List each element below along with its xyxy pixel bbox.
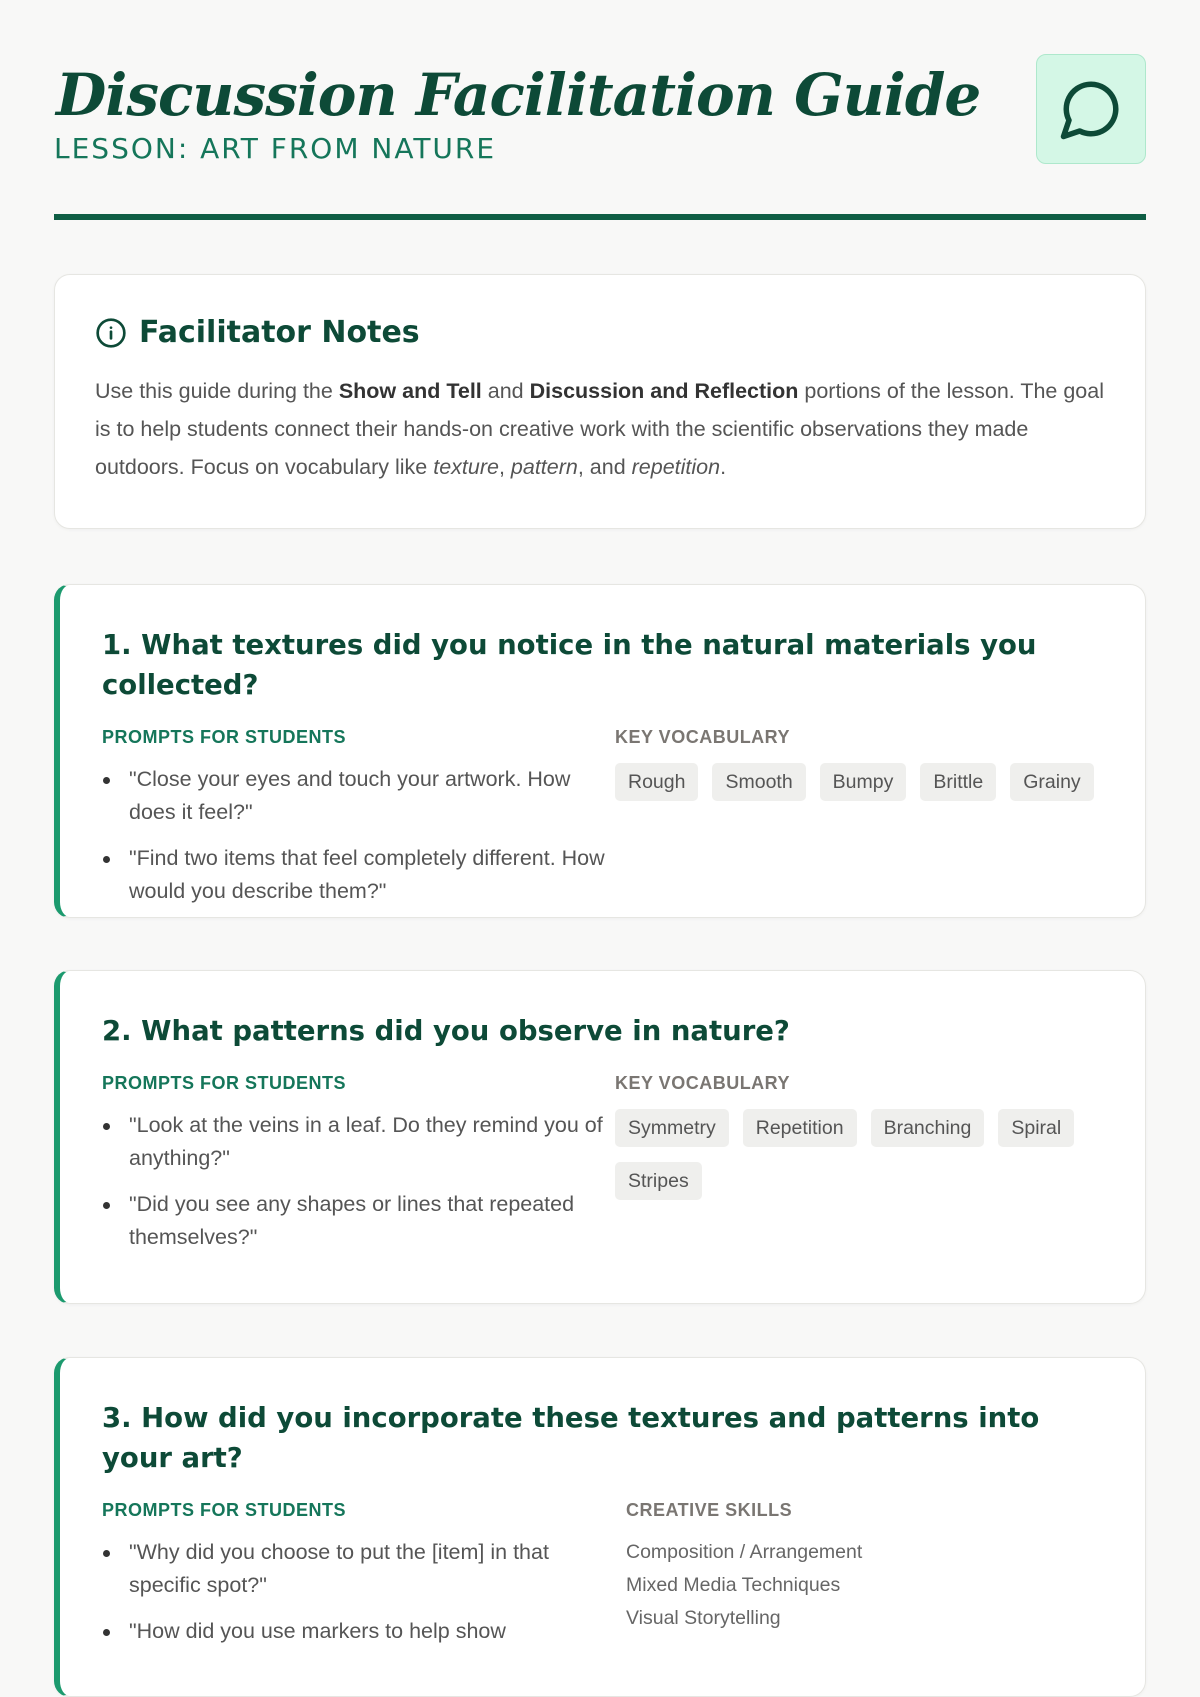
question-card-2 [54,970,1146,1304]
vocab-chip: Stripes [615,1162,702,1200]
question-title: 2. What patterns did you observe in nature? [102,1015,790,1047]
vocab-chip: Repetition [743,1109,857,1147]
facilitator-notes-body: Use this guide during the Show and Tell and Discussion and Reflection portions of the lesson. The goal is to help students connect their hands-on creative work with the scientific observations they made outdoors. Focus on vocabulary like texture, pattern, and repetition. [95,379,1104,479]
facilitator-notes-title: Facilitator Notes [139,315,420,350]
prompt-item: "How did you use markers to help show [102,1615,626,1648]
vocabulary-section [615,725,1105,921]
prompt-item: "Why did you choose to put the [item] in that specific spot?" [102,1536,626,1602]
lesson-subtitle: LESSON: ART FROM NATURE [54,132,497,165]
facilitator-notes-heading [95,315,1105,350]
chat-bubble-icon [1058,76,1124,142]
prompts-section [102,1498,626,1661]
info-icon [95,317,127,349]
prompts-label: PROMPTS FOR STUDENTS [102,727,347,747]
vocab-chip: Grainy [1010,763,1093,801]
prompts-section [102,1071,615,1267]
question-title: 1. What textures did you notice in the natural materials you collected? [102,629,1037,701]
creative-skills-label: CREATIVE SKILLS [626,1500,793,1520]
prompts-label: PROMPTS FOR STUDENTS [102,1073,347,1093]
question-card-3 [54,1357,1146,1697]
vocabulary-section [615,1071,1105,1267]
skill-item: Composition / Arrangement [626,1541,863,1563]
vocab-chip: Branching [871,1109,985,1147]
vocab-chip: Symmetry [615,1109,729,1147]
page-title: Discussion Facilitation Guide [56,61,981,129]
creative-skills-section [626,1498,1105,1661]
question-title: 3. How did you incorporate these textures and patterns into your art? [102,1402,1040,1474]
vocab-chip: Brittle [920,763,996,801]
vocabulary-label: KEY VOCABULARY [615,727,791,747]
prompts-label: PROMPTS FOR STUDENTS [102,1500,347,1520]
question-card-1 [54,584,1146,918]
prompt-item: "Find two items that feel completely different. How would you describe them?" [102,842,615,908]
vocab-chip: Smooth [712,763,805,801]
skill-item: Mixed Media Techniques [626,1574,841,1596]
prompt-item: "Look at the veins in a leaf. Do they remind you of anything?" [102,1109,615,1175]
facilitator-notes-card [54,274,1146,529]
skill-item: Visual Storytelling [626,1607,781,1629]
vocabulary-label: KEY VOCABULARY [615,1073,791,1093]
chat-bubble-badge [1036,54,1146,164]
prompt-item: "Did you see any shapes or lines that repeated themselves?" [102,1188,615,1254]
page-header [54,50,1146,220]
vocab-chip: Rough [615,763,698,801]
vocab-chip: Bumpy [820,763,907,801]
prompts-section [102,725,615,921]
prompt-item: "Close your eyes and touch your artwork. How does it feel?" [102,763,615,829]
vocab-chip: Spiral [998,1109,1074,1147]
